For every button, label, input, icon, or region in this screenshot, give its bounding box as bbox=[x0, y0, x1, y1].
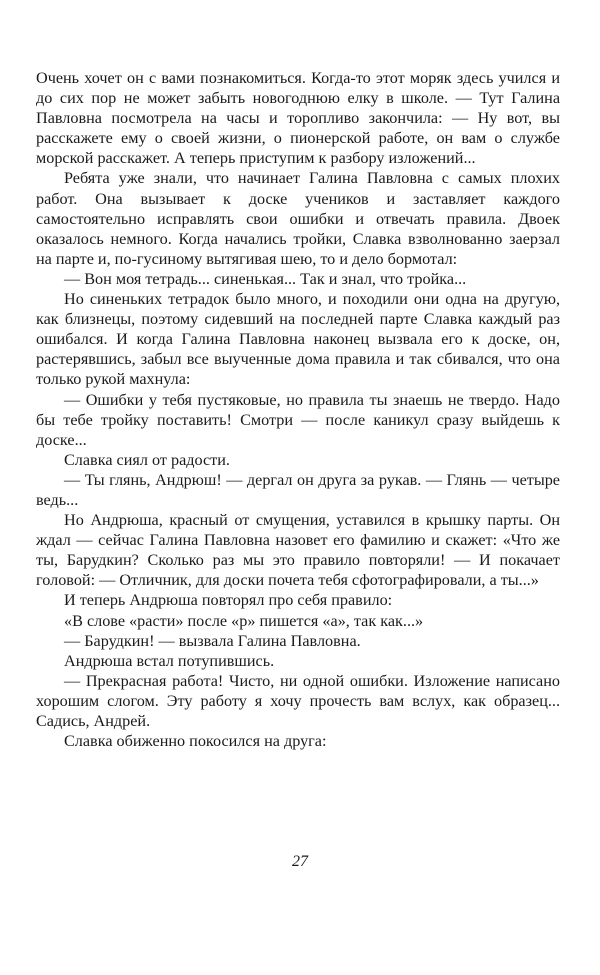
paragraph: — Прекрасная работа! Чисто, ни одной ошибки. Изложение написано хорошим слогом. Эту работу я хочу прочесть вам вслух, как образец... Садись, Андрей. bbox=[36, 671, 560, 730]
page-text bbox=[36, 68, 560, 751]
paragraph: Андрюша встал потупившись. bbox=[64, 651, 275, 670]
paragraph: «В слове «расти» после «р» пишется «а», так как...» bbox=[64, 611, 424, 630]
paragraph: Славка сиял от радости. bbox=[64, 450, 230, 469]
paragraph: — Барудкин! — вызвала Галина Павловна. bbox=[64, 631, 361, 650]
paragraph: Славка обиженно покосился на друга: bbox=[64, 732, 327, 751]
paragraph: — Ошибки у тебя пустяковые, но правила ты знаешь не твердо. Надо бы тебе тройку поставить! Смотри — после каникул сразу выйдешь к доске... bbox=[36, 390, 560, 449]
paragraph: Но Андрюша, красный от смущения, уставился в крышку парты. Он ждал — сейчас Галина Павловна назовет его фамилию и скажет: «Что же ты, Барудкин? Сколько раз мы это правило повторяли! — И покачает головой: — Отличник, для доски почета тебя сфотографировали, а ты...» bbox=[36, 511, 560, 590]
page-number: 27 bbox=[292, 853, 308, 870]
paragraph: И теперь Андрюша повторял про себя правило: bbox=[64, 591, 393, 610]
paragraph: Но синеньких тетрадок было много, и походили они одна на другую, как близнецы, поэтому сидевший на последней парте Славка каждый раз ошибался. И когда Галина Павловна наконец вызвала его к доске, он, растерявшись, забыл все выученные дома правила и так сбивался, что она только рукой махнула: bbox=[36, 290, 560, 389]
paragraph: — Вон моя тетрадь... синенькая... Так и знал, что тройка... bbox=[64, 269, 467, 288]
paragraph: Очень хочет он с вами познакомиться. Когда-то этот моряк здесь учился и до сих пор не может забыть новогоднюю елку в школе. — Тут Галина Павловна посмотрела на часы и торопливо закончила: — Ну вот, вы расскажете ему о своей жизни, о пионерской работе, он вам о службе морской расскажет. А теперь приступим к разбору изложений... bbox=[36, 69, 560, 168]
paragraph: — Ты глянь, Андрюш! — дергал он друга за рукав. — Глянь — четыре ведь... bbox=[36, 470, 560, 509]
paragraph: Ребята уже знали, что начинает Галина Павловна с самых плохих работ. Она вызывает к доске учеников и заставляет каждого самостоятельно исправлять свои ошибки и отвечать правила. Двоек оказалось немного. Когда начались тройки, Славка взволнованно заерзал на парте и, по-гусиному вытягивая шею, то и дело бормотал: bbox=[36, 169, 560, 268]
